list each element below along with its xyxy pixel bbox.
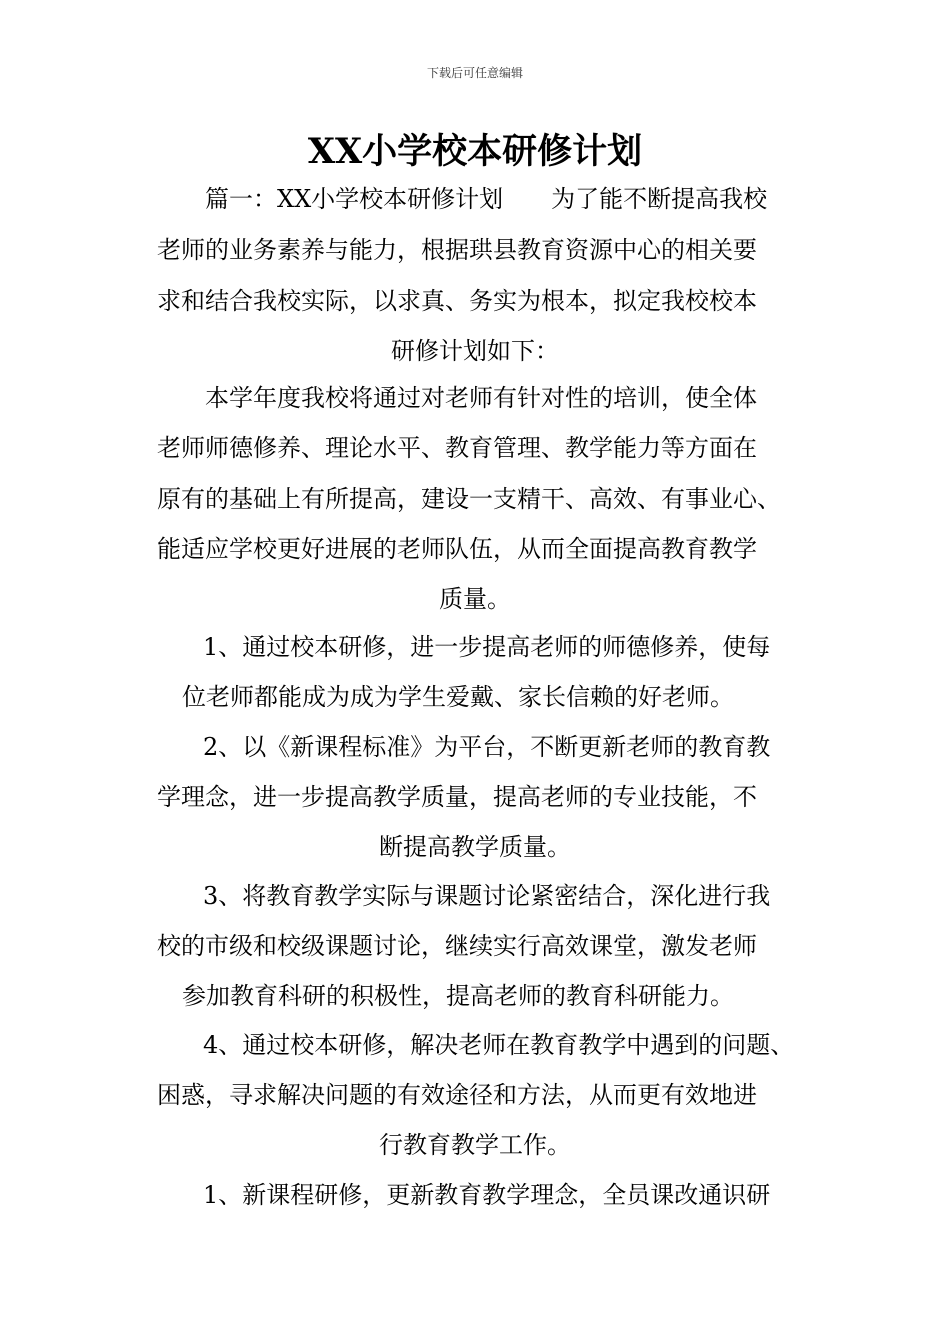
paragraph-line: 困惑，寻求解决问题的有效途径和方法，从而更有效地进 [157,1081,757,1109]
paragraph-line: 研修计划如下： [391,337,559,365]
paragraph-line: 1、新课程研修，更新教育教学理念，全员课改通识研 [203,1181,771,1209]
paragraph-line: 3、将教育教学实际与课题讨论紧密结合，深化进行我 [203,882,771,910]
paragraph-line: 老师的业务素养与能力，根据珙县教育资源中心的相关要 [157,236,757,264]
paragraph-line: 参加教育科研的积极性，提高老师的教育科研能力。 [182,982,734,1010]
paragraph-line: 学理念，进一步提高教学质量，提高老师的专业技能，不 [157,783,757,811]
paragraph-line: 本学年度我校将通过对老师有针对性的培训，使全体 [205,384,757,412]
paragraph-line: 2、以《新课程标准》为平台，不断更新老师的教育教 [203,733,771,761]
paragraph-line: 4、通过校本研修，解决老师在教育教学中遇到的问题、 [203,1031,795,1059]
header-note: 下载后可任意编辑 [426,66,523,80]
document-title: XX小学校本研修计划 [307,131,643,172]
paragraph-line: 篇一：XX小学校本研修计划 为了能不断提高我校 [205,185,768,213]
paragraph-line: 断提高教学质量。 [379,833,571,861]
paragraph-line: 校的市级和校级课题讨论，继续实行高效课堂，激发老师 [157,932,757,960]
paragraph-line: 老师师德修养、理论水平、教育管理、教学能力等方面在 [157,434,757,462]
paragraph-line: 质量。 [439,585,511,613]
paragraph-line: 求和结合我校实际，以求真、务实为根本，拟定我校校本 [157,287,757,315]
paragraph-line: 能适应学校更好进展的老师队伍，从而全面提高教育教学 [157,535,757,563]
paragraph-line: 1、通过校本研修，进一步提高老师的师德修养，使每 [203,633,771,661]
paragraph-line: 位老师都能成为成为学生爱戴、家长信赖的好老师。 [182,683,734,711]
paragraph-line: 原有的基础上有所提高，建设一支精干、高效、有事业心、 [157,485,781,513]
paragraph-line: 行教育教学工作。 [379,1131,571,1159]
